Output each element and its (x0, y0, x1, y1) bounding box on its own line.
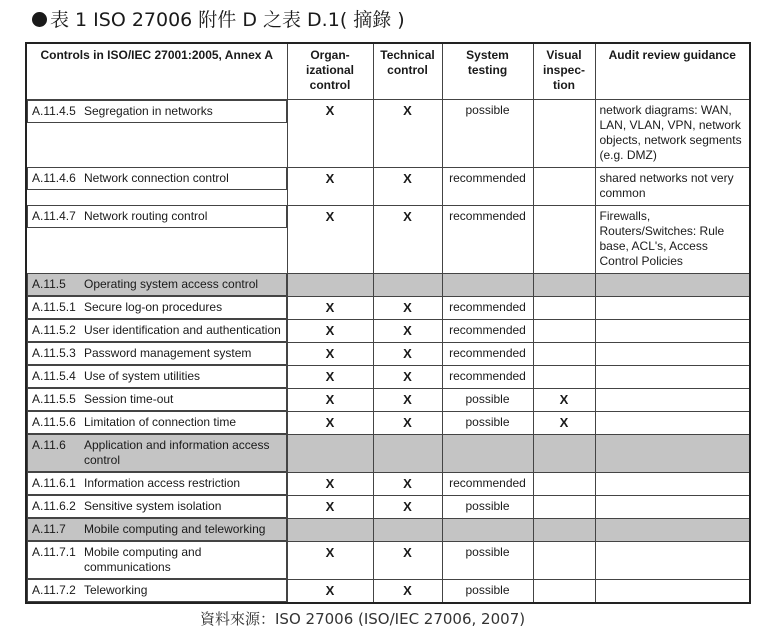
organizational-cell: X (287, 319, 373, 342)
control-name: Network connection control (84, 171, 229, 185)
control-id: A.11.7 (32, 522, 66, 536)
control-id: A.11.5 (32, 277, 66, 291)
technical-cell: X (373, 167, 442, 205)
control-name: Mobile computing and communications (84, 545, 202, 574)
organizational-cell: X (287, 472, 373, 495)
audit-guidance-cell: shared networks not very common (595, 167, 750, 205)
organizational-cell: X (287, 296, 373, 319)
system-testing-cell: possible (442, 495, 533, 518)
control-name: Network routing control (84, 209, 208, 223)
system-testing-cell: possible (442, 388, 533, 411)
visual-inspection-cell (533, 99, 595, 167)
audit-guidance-cell (595, 342, 750, 365)
organizational-cell: X (287, 579, 373, 603)
technical-cell: X (373, 342, 442, 365)
visual-inspection-cell (533, 579, 595, 603)
control-name: Password management system (84, 346, 252, 360)
technical-cell: X (373, 579, 442, 603)
visual-inspection-cell (533, 472, 595, 495)
organizational-cell: X (287, 541, 373, 579)
control-id: A.11.7.2 (32, 583, 76, 597)
technical-cell: X (373, 365, 442, 388)
control-cell (27, 273, 287, 296)
technical-cell: X (373, 99, 442, 167)
audit-guidance-cell (595, 579, 750, 603)
control-id: A.11.5.5 (32, 392, 76, 406)
empty-cell (595, 273, 750, 296)
table-row (26, 579, 750, 603)
control-id: A.11.4.5 (32, 103, 76, 118)
control-id: A.11.5.1 (32, 300, 76, 314)
control-id: A.11.7.1 (32, 545, 76, 559)
control-cell (27, 319, 287, 342)
control-cell (27, 296, 287, 319)
system-testing-cell: possible (442, 579, 533, 603)
visual-inspection-cell: X (533, 388, 595, 411)
empty-cell (533, 434, 595, 472)
controls-table (25, 42, 751, 604)
control-cell (27, 495, 287, 518)
header-audit-guidance: Audit review guidance (595, 43, 750, 99)
empty-cell (442, 273, 533, 296)
control-id: A.11.5.4 (32, 369, 76, 383)
organizational-cell: X (287, 205, 373, 273)
empty-cell (442, 518, 533, 541)
organizational-cell: X (287, 388, 373, 411)
visual-inspection-cell (533, 365, 595, 388)
empty-cell (373, 273, 442, 296)
header-technical: Technical control (373, 43, 442, 99)
technical-cell: X (373, 205, 442, 273)
audit-guidance-cell (595, 319, 750, 342)
visual-inspection-cell (533, 342, 595, 365)
system-testing-cell: possible (442, 99, 533, 167)
technical-cell: X (373, 495, 442, 518)
visual-inspection-cell: X (533, 411, 595, 434)
empty-cell (595, 518, 750, 541)
system-testing-cell: recommended (442, 205, 533, 273)
control-id: A.11.6 (32, 438, 66, 452)
control-cell (27, 205, 287, 228)
control-name: Operating system access control (84, 277, 259, 291)
table-row (26, 472, 750, 495)
control-name: Use of system utilities (84, 369, 201, 383)
audit-guidance-cell (595, 411, 750, 434)
audit-guidance-cell: network diagrams: WAN, LAN, VLAN, VPN, network objects, network segments (e.g. DMZ) (595, 99, 750, 167)
system-testing-cell: possible (442, 411, 533, 434)
table-row (26, 365, 750, 388)
control-name: Sensitive system isolation (84, 499, 222, 513)
control-name: Application and information access control (84, 438, 270, 467)
audit-guidance-cell (595, 296, 750, 319)
empty-cell (287, 518, 373, 541)
control-id: A.11.5.3 (32, 346, 76, 360)
empty-cell (373, 518, 442, 541)
audit-guidance-cell (595, 541, 750, 579)
control-cell (27, 100, 287, 123)
organizational-cell: X (287, 342, 373, 365)
audit-guidance-cell (595, 365, 750, 388)
table-row (26, 99, 750, 167)
title-text: 表 1 ISO 27006 附件 D 之表 D.1( 摘錄 ) (50, 9, 405, 31)
header-system-testing: System testing (442, 43, 533, 99)
control-cell (27, 434, 287, 472)
header-visual-inspection: Visual inspec-tion (533, 43, 595, 99)
control-id: A.11.4.6 (32, 171, 76, 185)
bullet-icon (32, 12, 47, 27)
section-row (26, 518, 750, 541)
audit-guidance-cell (595, 472, 750, 495)
table-body (26, 99, 750, 603)
audit-guidance-cell (595, 388, 750, 411)
control-cell (27, 342, 287, 365)
organizational-cell: X (287, 99, 373, 167)
system-testing-cell: recommended (442, 342, 533, 365)
empty-cell (287, 434, 373, 472)
section-row (26, 273, 750, 296)
technical-cell: X (373, 411, 442, 434)
table-row (26, 296, 750, 319)
document-title (32, 9, 405, 31)
control-cell (27, 579, 287, 602)
system-testing-cell: recommended (442, 472, 533, 495)
header-controls: Controls in ISO/IEC 27001:2005, Annex A (26, 43, 287, 99)
control-id: A.11.4.7 (32, 209, 76, 223)
control-cell (27, 167, 287, 190)
empty-cell (533, 518, 595, 541)
header-row (26, 43, 750, 99)
visual-inspection-cell (533, 167, 595, 205)
visual-inspection-cell (533, 495, 595, 518)
system-testing-cell: recommended (442, 319, 533, 342)
table-row (26, 541, 750, 579)
system-testing-cell: recommended (442, 296, 533, 319)
control-name: Secure log-on procedures (84, 300, 223, 314)
table-row (26, 495, 750, 518)
system-testing-cell: recommended (442, 365, 533, 388)
empty-cell (533, 273, 595, 296)
visual-inspection-cell (533, 541, 595, 579)
control-id: A.11.6.2 (32, 499, 76, 513)
control-id: A.11.6.1 (32, 476, 76, 490)
control-cell (27, 472, 287, 495)
technical-cell: X (373, 319, 442, 342)
control-cell (27, 365, 287, 388)
visual-inspection-cell (533, 319, 595, 342)
control-id: A.11.5.2 (32, 323, 76, 337)
technical-cell: X (373, 541, 442, 579)
empty-cell (595, 434, 750, 472)
control-cell (27, 541, 287, 579)
audit-guidance-cell (595, 495, 750, 518)
organizational-cell: X (287, 167, 373, 205)
control-id: A.11.5.6 (32, 415, 76, 429)
visual-inspection-cell (533, 296, 595, 319)
table-row (26, 411, 750, 434)
control-cell (27, 518, 287, 541)
control-name: Session time-out (84, 392, 174, 406)
system-testing-cell: possible (442, 541, 533, 579)
table-row (26, 342, 750, 365)
control-name: Information access restriction (84, 476, 241, 490)
empty-cell (287, 273, 373, 296)
control-cell (27, 388, 287, 411)
control-name: Teleworking (84, 583, 148, 597)
table-row (26, 319, 750, 342)
organizational-cell: X (287, 365, 373, 388)
control-name: Limitation of connection time (84, 415, 237, 429)
header-organizational: Organ-izational control (287, 43, 373, 99)
organizational-cell: X (287, 411, 373, 434)
control-cell (27, 411, 287, 434)
audit-guidance-cell: Firewalls, Routers/Switches: Rule base, ACL's, Access Control Policies (595, 205, 750, 273)
visual-inspection-cell (533, 205, 595, 273)
technical-cell: X (373, 472, 442, 495)
table-row (26, 167, 750, 205)
source-caption: 資料來源：ISO 27006 (ISO/IEC 27006, 2007) (200, 610, 526, 628)
system-testing-cell: recommended (442, 167, 533, 205)
organizational-cell: X (287, 495, 373, 518)
empty-cell (373, 434, 442, 472)
table-row (26, 205, 750, 273)
technical-cell: X (373, 388, 442, 411)
control-name: Segregation in networks (84, 103, 213, 118)
table-row (26, 388, 750, 411)
technical-cell: X (373, 296, 442, 319)
control-name: Mobile computing and teleworking (84, 522, 266, 536)
control-name: User identification and authentication (84, 323, 281, 337)
empty-cell (442, 434, 533, 472)
section-row (26, 434, 750, 472)
